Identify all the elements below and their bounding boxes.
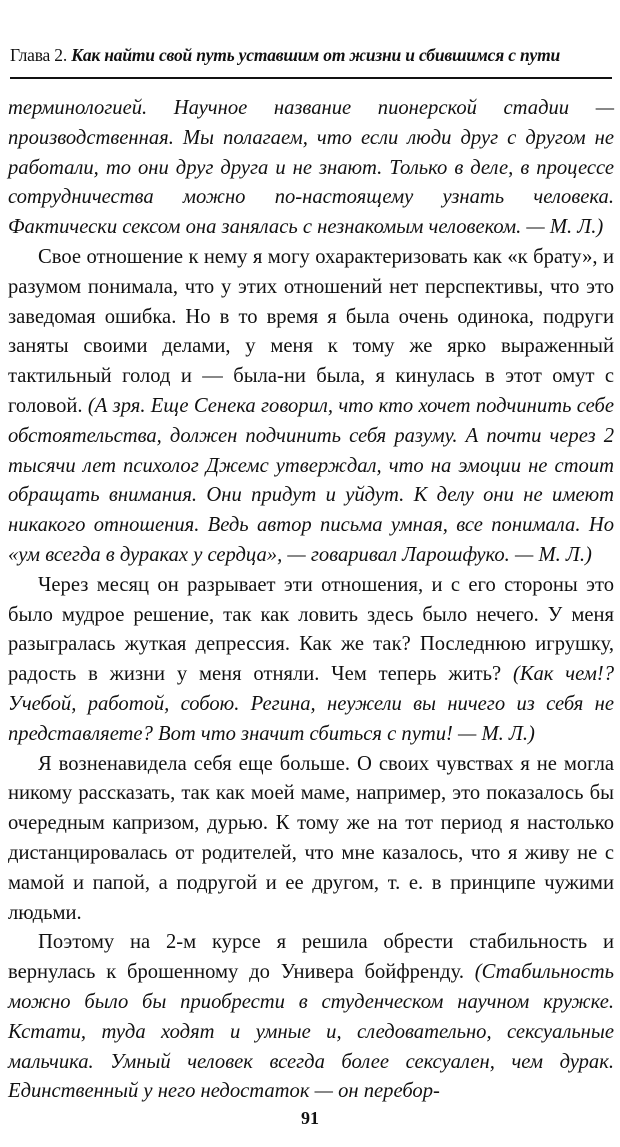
letter-text: Через месяц он разрывает эти отношения, и с его стороны это было мудрое решение, так как ловить здесь было нечего. У меня разыгралась жуткая депрессия. Как же так? Последнюю игрушку, радость в жизни у меня отняли. Чем теперь жить? (8, 573, 614, 686)
paragraph (8, 94, 614, 243)
letter-text: Поэтому на 2-м курсе я решила обрести стабильность и вернулась к брошенному до Универа бойфренду. (8, 931, 614, 984)
header-divider (10, 77, 612, 79)
author-comment: (А зря. Еще Сенека говорил, что кто хочет подчинить себе обстоятельства, должен подчинить себя разуму. А почти через 2 тысячи лет психолог Джемс утверждал, что на эмоции не стоит обращать внимания. Они придут и уйдут. К делу они не имеют никакого отношения. Ведь автор письма умная, все понимала. Но «ум всегда в дураках у сердца», — говаривал Ларошфуко. — М. Л.) (8, 394, 615, 566)
letter-text: Свое отношение к нему я могу охарактеризовать как «к брату», и разумом понимала, что у этих отношений нет перспективы, что это заведомая ошибка. Но в то время я была очень одинока, подруги заняты своими делами, у меня к тому же ярко выраженный тактильный голод и — была-ни была, я кинулась в этот омут с головой. (8, 245, 614, 417)
paragraph (8, 928, 614, 1107)
author-comment: терминологией. Научное название пионерской стадии — производственная. Мы полагаем, что если люди друг с другом не работали, то они друг друга и не знают. Только в деле, в процессе сотрудничества можно по-настоящему узнать человека. Фактически сексом она занялась с незнакомым человеком. — М. Л.) (8, 97, 614, 239)
author-comment: (Стабильность можно было бы приобрести в студенческом научном кружке. Кстати, туда ходят и умные и, следовательно, сексуальные мальчика. Умный человек всегда более сексуален, чем дурак. Единственный у него недостаток — он перебор- (8, 961, 614, 1103)
letter-text: Я возненавидела себя еще больше. О своих чувствах я не могла никому рассказать, так как моей маме, например, это показалось бы очередным капризом, дурью. К тому же на тот период я настолько дистанцировалась от родителей, что мне казалось, что я живу не с мамой и папой, а подругой и ее другом, т. е. в принципе чужими людьми. (8, 752, 614, 924)
paragraph (8, 571, 614, 750)
page-number: 91 (301, 1108, 319, 1128)
body-text (8, 94, 614, 1107)
running-header (10, 44, 610, 66)
paragraph (8, 243, 614, 571)
chapter-title: Как найти свой путь уставшим от жизни и сбившимся с пути (71, 45, 561, 65)
author-comment: (Как чем!? Учебой, работой, собою. Регина, неужели вы ничего из себя не представляете? Вот что значит сбиться с пути! — М. Л.) (8, 663, 614, 745)
paragraph (8, 750, 614, 929)
chapter-label: Глава 2. (10, 45, 68, 65)
